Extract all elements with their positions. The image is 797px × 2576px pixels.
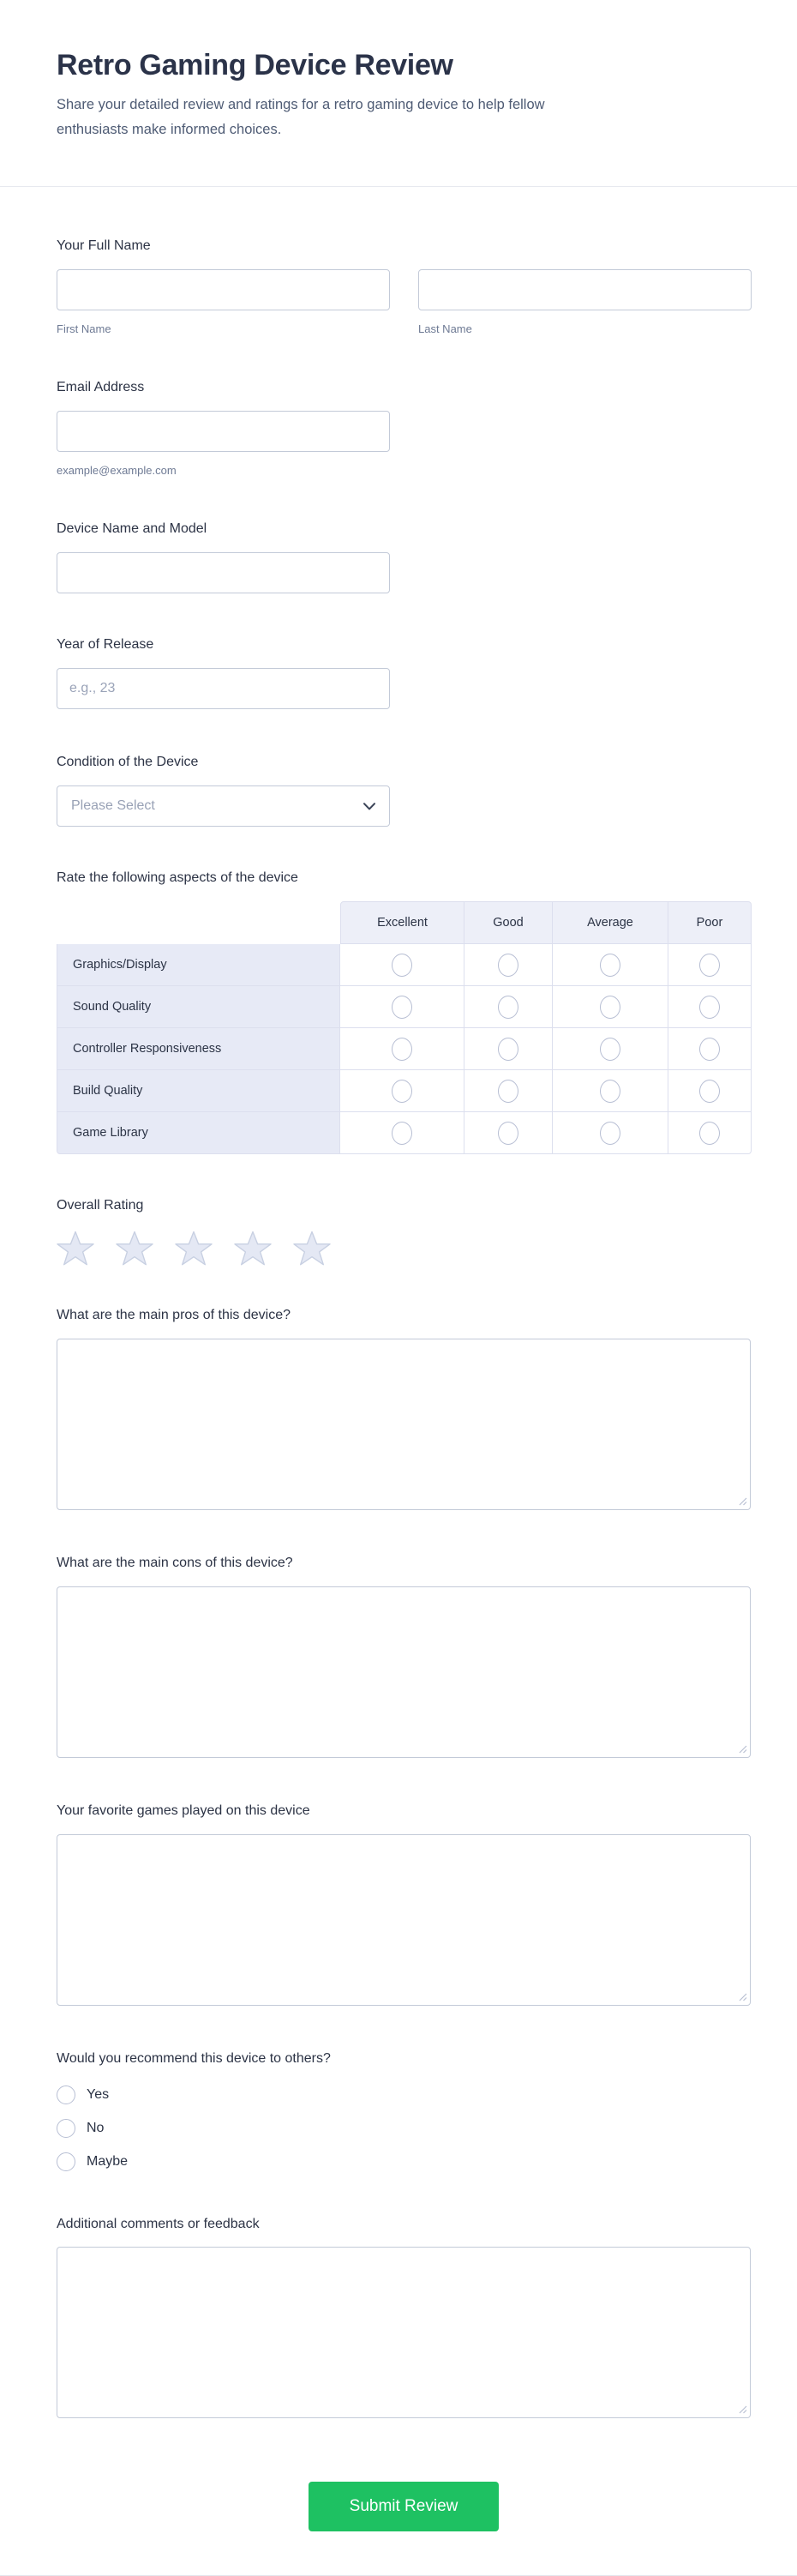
matrix-radio-sound-excellent[interactable] — [392, 996, 412, 1019]
field-device-name — [57, 521, 751, 593]
submit-row — [57, 2418, 751, 2531]
email-input[interactable] — [57, 411, 390, 452]
pros-textarea[interactable] — [57, 1339, 751, 1510]
recommend-label-yes[interactable]: Yes — [87, 2087, 110, 2102]
recommend-radio-maybe[interactable] — [57, 2152, 75, 2171]
field-favorite-games — [57, 1803, 751, 2006]
matrix-radio-controller-good[interactable] — [498, 1038, 518, 1061]
favorite-games-textarea[interactable] — [57, 1834, 751, 2006]
recommend-radio-yes[interactable] — [57, 2085, 75, 2104]
condition-select[interactable] — [57, 785, 390, 827]
cons-label: What are the main cons of this device? — [57, 1556, 293, 1570]
matrix-radio-sound-poor[interactable] — [699, 996, 720, 1019]
recommend-label: Would you recommend this device to others? — [57, 2051, 331, 2066]
cons-textarea[interactable] — [57, 1586, 751, 1758]
star-icon-2[interactable] — [116, 1231, 153, 1267]
matrix-radio-graphics-good[interactable] — [498, 954, 518, 977]
year-input[interactable] — [57, 668, 390, 709]
overall-rating-label: Overall Rating — [57, 1198, 144, 1213]
form-header — [0, 0, 797, 187]
comments-label: Additional comments or feedback — [57, 2217, 260, 2231]
matrix-radio-sound-average[interactable] — [600, 996, 620, 1019]
recommend-label-no[interactable]: No — [87, 2121, 105, 2135]
field-recommend — [57, 2050, 751, 2171]
matrix-radio-controller-average[interactable] — [600, 1038, 620, 1061]
matrix-row-label-sound: Sound Quality — [57, 986, 340, 1028]
last-name-input[interactable] — [418, 269, 752, 310]
recommend-label-maybe[interactable]: Maybe — [87, 2154, 129, 2169]
device-name-input[interactable] — [57, 552, 390, 593]
matrix-col-header-poor: Poor — [668, 901, 752, 944]
field-full-name — [57, 238, 751, 336]
matrix-col-header-good: Good — [464, 901, 553, 944]
field-email — [57, 379, 751, 478]
first-name-sublabel: First Name — [57, 322, 111, 335]
radio-option-yes — [57, 2085, 751, 2104]
full-name-label: Your Full Name — [57, 238, 151, 253]
matrix-radio-build-poor[interactable] — [699, 1080, 720, 1103]
field-cons — [57, 1555, 751, 1758]
matrix-radio-library-average[interactable] — [600, 1122, 620, 1145]
matrix-col-header-excellent: Excellent — [340, 901, 464, 944]
comments-textarea[interactable] — [57, 2247, 751, 2418]
rating-matrix-table — [57, 901, 752, 1154]
matrix-row-label-graphics: Graphics/Display — [57, 944, 340, 986]
page-title: Retro Gaming Device Review — [57, 49, 453, 81]
matrix-col-header-average: Average — [553, 901, 668, 944]
star-icon-4[interactable] — [234, 1231, 272, 1267]
condition-label: Condition of the Device — [57, 755, 199, 769]
field-overall-rating — [57, 1197, 751, 1267]
matrix-label: Rate the following aspects of the device — [57, 870, 298, 885]
matrix-radio-build-average[interactable] — [600, 1080, 620, 1103]
radio-option-no — [57, 2119, 751, 2138]
matrix-radio-sound-good[interactable] — [498, 996, 518, 1019]
matrix-radio-controller-excellent[interactable] — [392, 1038, 412, 1061]
matrix-radio-graphics-average[interactable] — [600, 954, 620, 977]
matrix-radio-library-poor[interactable] — [699, 1122, 720, 1145]
device-name-label: Device Name and Model — [57, 521, 207, 536]
star-icon-3[interactable] — [175, 1231, 213, 1267]
field-pros — [57, 1307, 751, 1510]
year-label: Year of Release — [57, 637, 154, 652]
star-icon-5[interactable] — [293, 1231, 331, 1267]
last-name-sublabel: Last Name — [418, 322, 472, 335]
email-sublabel: example@example.com — [57, 464, 177, 477]
star-icon-1[interactable] — [57, 1231, 94, 1267]
star-rating — [57, 1231, 751, 1267]
field-year — [57, 636, 751, 709]
matrix-row-label-library: Game Library — [57, 1112, 340, 1154]
condition-selected-value: Please Select — [71, 798, 155, 813]
matrix-row-label-controller: Controller Responsiveness — [57, 1028, 340, 1070]
first-name-input[interactable] — [57, 269, 390, 310]
matrix-radio-graphics-excellent[interactable] — [392, 954, 412, 977]
chevron-down-icon — [363, 803, 375, 810]
matrix-radio-controller-poor[interactable] — [699, 1038, 720, 1061]
matrix-radio-build-excellent[interactable] — [392, 1080, 412, 1103]
matrix-radio-build-good[interactable] — [498, 1080, 518, 1103]
matrix-radio-library-good[interactable] — [498, 1122, 518, 1145]
favorite-games-label: Your favorite games played on this device — [57, 1803, 310, 1818]
matrix-corner-cell — [57, 901, 340, 944]
submit-button[interactable]: Submit Review — [309, 2482, 499, 2531]
matrix-radio-library-excellent[interactable] — [392, 1122, 412, 1145]
page-subtitle: Share your detailed review and ratings for a retro gaming device to help fellow enthusiasts make informed choices. — [57, 97, 545, 137]
recommend-radio-no[interactable] — [57, 2119, 75, 2138]
matrix-radio-graphics-poor[interactable] — [699, 954, 720, 977]
matrix-row-label-build: Build Quality — [57, 1070, 340, 1112]
field-comments — [57, 2216, 751, 2418]
pros-label: What are the main pros of this device? — [57, 1308, 291, 1322]
field-rating-matrix — [57, 870, 751, 1154]
form-body — [0, 187, 797, 2531]
radio-option-maybe — [57, 2152, 751, 2171]
field-condition — [57, 754, 751, 827]
email-label: Email Address — [57, 380, 145, 394]
